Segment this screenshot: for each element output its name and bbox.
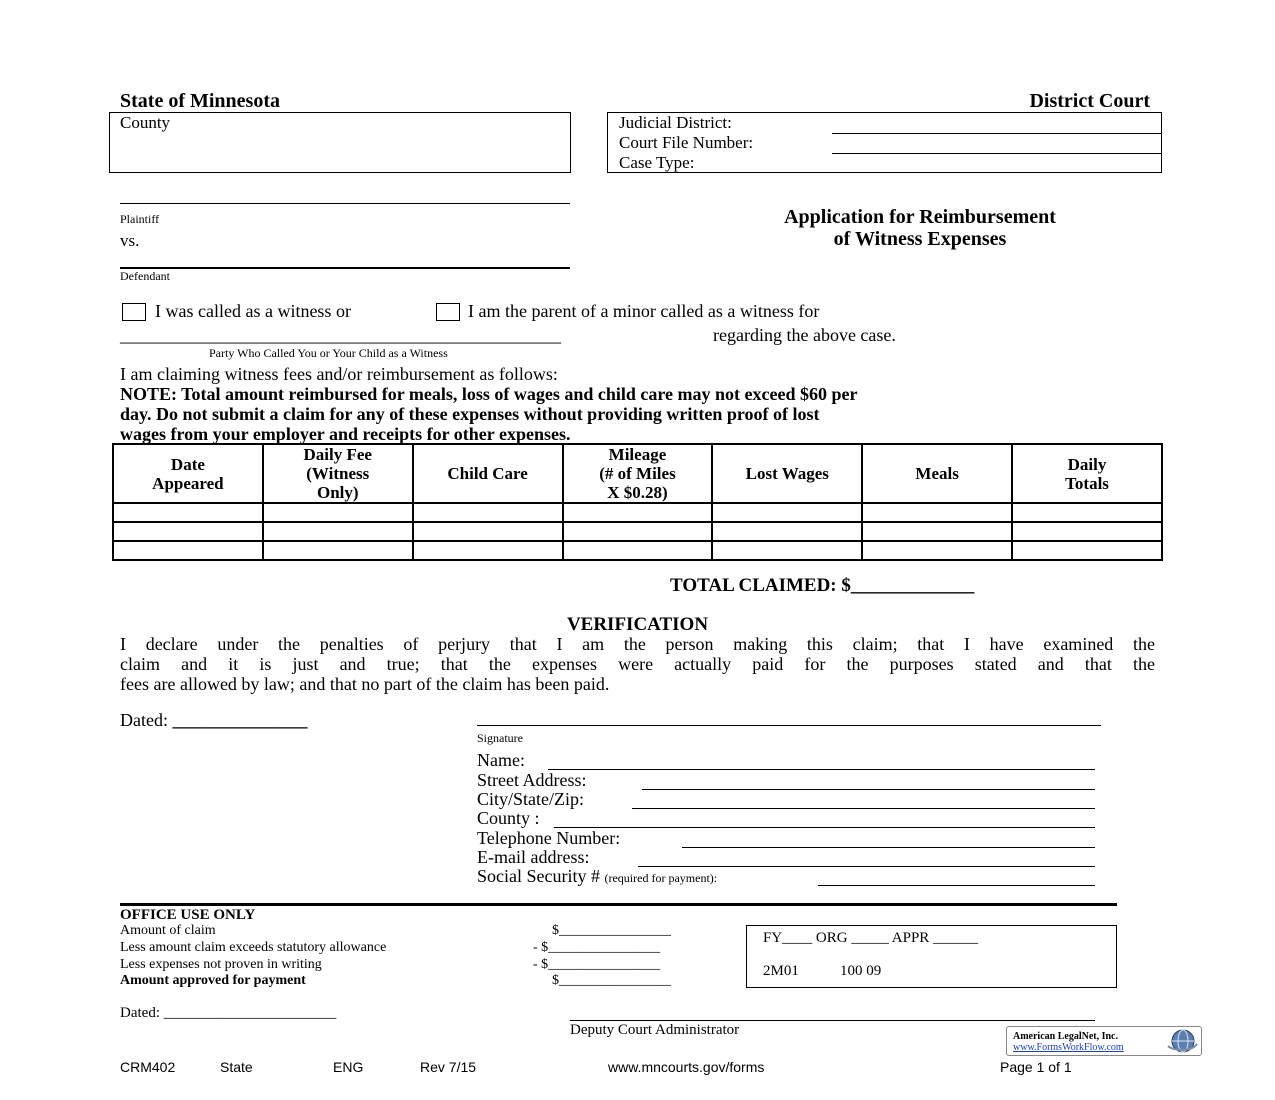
- footer-revision: Rev 7/15: [420, 1059, 477, 1075]
- table-cell[interactable]: [1012, 503, 1162, 522]
- county-contact-field[interactable]: [554, 827, 1095, 828]
- table-cell[interactable]: [712, 522, 862, 541]
- office-exceeds-field[interactable]: - $________________: [533, 940, 661, 955]
- office-exceeds-label: Less amount claim exceeds statutory allowance: [120, 940, 387, 955]
- table-cell[interactable]: [712, 541, 862, 560]
- header-child-care: Child Care: [413, 444, 563, 503]
- office-not-proven-field[interactable]: - $________________: [533, 957, 661, 972]
- form-title-line-2: of Witness Expenses: [833, 228, 1007, 250]
- footer-scope: State: [220, 1059, 253, 1075]
- table-cell[interactable]: [862, 541, 1012, 560]
- defendant-label: Defendant: [120, 269, 170, 283]
- form-title-line-1: Application for Reimbursement: [784, 206, 1056, 228]
- office-approved-label: Amount approved for payment: [120, 973, 306, 988]
- expense-table: [112, 443, 1163, 561]
- party-caption: Party Who Called You or Your Child as a Witness: [209, 346, 448, 360]
- ssn-field[interactable]: [818, 885, 1095, 886]
- verification-heading: VERIFICATION: [566, 614, 709, 635]
- verification-text: [120, 634, 1155, 694]
- footer-language: ENG: [333, 1059, 364, 1075]
- table-cell[interactable]: [263, 522, 413, 541]
- county-label: County: [120, 113, 171, 132]
- fy-org-appr-line[interactable]: FY____ ORG _____ APPR ______: [763, 930, 979, 946]
- table-cell[interactable]: [1012, 522, 1162, 541]
- table-cell[interactable]: [712, 503, 862, 522]
- footer-form-id: CRM402: [120, 1059, 176, 1075]
- signature-label: Signature: [477, 731, 523, 745]
- parent-option-label: I am the parent of a minor called as a witness for: [468, 301, 820, 321]
- header-daily-fee: Daily Fee (Witness Only): [263, 444, 413, 503]
- table-row: [113, 522, 1162, 541]
- ssn-note: (required for payment):: [604, 871, 718, 885]
- table-row: [113, 541, 1162, 560]
- table-cell[interactable]: [413, 522, 563, 541]
- dated-label: Dated:: [120, 710, 168, 730]
- deputy-signature-field[interactable]: [570, 1020, 1095, 1021]
- office-dated-field[interactable]: _______________________: [163, 1005, 337, 1021]
- office-amount-claim-field[interactable]: $________________: [552, 923, 671, 938]
- table-cell[interactable]: [413, 541, 563, 560]
- verification-dated: [120, 710, 307, 731]
- vs-label: vs.: [120, 231, 140, 250]
- table-cell[interactable]: [1012, 541, 1162, 560]
- court-file-number-label: Court File Number:: [619, 133, 754, 152]
- office-heading: OFFICE USE ONLY: [120, 907, 256, 923]
- office-dated-label: Dated:: [120, 1005, 160, 1021]
- county-contact-label: County :: [477, 808, 540, 828]
- header-mileage: Mileage (# of Miles X $0.28): [563, 444, 713, 503]
- table-header-row: [113, 444, 1162, 503]
- street-address-label: Street Address:: [477, 770, 587, 790]
- table-cell[interactable]: [263, 503, 413, 522]
- office-dated: [120, 1005, 336, 1022]
- table-cell[interactable]: [563, 522, 713, 541]
- telephone-field[interactable]: [682, 847, 1095, 848]
- account-code-1: 2M01: [763, 963, 799, 979]
- table-cell[interactable]: [263, 541, 413, 560]
- table-cell[interactable]: [862, 503, 1012, 522]
- defendant-field[interactable]: [120, 267, 570, 269]
- deputy-label: Deputy Court Administrator: [570, 1022, 740, 1038]
- court-title: District Court: [1029, 90, 1150, 112]
- verification-line-2: claim and it is just and true; that the expenses were actually paid for the purposes stated and that the: [120, 654, 1155, 674]
- table-cell[interactable]: [113, 503, 263, 522]
- header-date-appeared: Date Appeared: [113, 444, 263, 503]
- note-block: [120, 384, 857, 444]
- header-daily-totals: Daily Totals: [1012, 444, 1162, 503]
- office-not-proven-label: Less expenses not proven in writing: [120, 957, 322, 972]
- name-field[interactable]: [548, 769, 1095, 770]
- note-line-3: wages from your employer and receipts for other expenses.: [120, 424, 571, 444]
- witness-option-label: I was called as a witness or: [155, 301, 351, 321]
- email-label: E-mail address:: [477, 847, 590, 867]
- table-cell[interactable]: [413, 503, 563, 522]
- table-cell[interactable]: [862, 522, 1012, 541]
- footer-url[interactable]: www.mncourts.gov/forms: [608, 1059, 765, 1075]
- witness-checkbox[interactable]: [122, 303, 146, 321]
- county-box[interactable]: [109, 112, 571, 173]
- signature-field[interactable]: [477, 725, 1101, 726]
- table-cell[interactable]: [563, 541, 713, 560]
- judicial-district-field[interactable]: [832, 133, 1162, 134]
- plaintiff-field[interactable]: [120, 203, 570, 204]
- note-line-2: day. Do not submit a claim for any of these expenses without providing written proof of lost: [120, 404, 820, 424]
- city-state-zip-label: City/State/Zip:: [477, 789, 584, 809]
- header-meals: Meals: [862, 444, 1012, 503]
- logo-url[interactable]: www.FormsWorkFlow.com: [1013, 1042, 1124, 1053]
- header-lost-wages: Lost Wages: [712, 444, 862, 503]
- office-divider: [120, 903, 1117, 906]
- accounting-box: [746, 925, 1117, 988]
- street-address-field[interactable]: [642, 789, 1095, 790]
- case-info-box: [607, 112, 1162, 173]
- claim-intro: I am claiming witness fees and/or reimbursement as follows:: [120, 364, 558, 384]
- table-cell[interactable]: [113, 541, 263, 560]
- logo-company: American LegalNet, Inc.: [1013, 1031, 1118, 1042]
- state-title: State of Minnesota: [120, 90, 280, 112]
- regarding-text: regarding the above case.: [713, 325, 896, 345]
- total-claimed: [670, 575, 974, 597]
- dated-field[interactable]: _______________: [172, 710, 308, 730]
- footer-page: Page 1 of 1: [1000, 1059, 1072, 1075]
- name-label: Name:: [477, 750, 525, 770]
- ssn-label: Social Security # (required for payment):: [477, 866, 718, 886]
- telephone-label: Telephone Number:: [477, 828, 621, 848]
- form-title: [690, 206, 1150, 250]
- table-cell[interactable]: [563, 503, 713, 522]
- account-code-2: 100 09: [840, 963, 882, 979]
- case-type-label: Case Type:: [619, 153, 695, 172]
- table-cell[interactable]: [113, 522, 263, 541]
- judicial-district-label: Judicial District:: [619, 113, 732, 132]
- note-line-1: NOTE: Total amount reimbursed for meals, loss of wages and child care may not exceed $60 per: [120, 384, 858, 404]
- legalnet-logo[interactable]: [1006, 1026, 1202, 1056]
- court-file-number-field[interactable]: [832, 153, 1162, 154]
- globe-icon: [1165, 1028, 1199, 1054]
- office-approved-field[interactable]: $________________: [552, 973, 671, 988]
- city-state-zip-field[interactable]: [632, 808, 1095, 809]
- party-blank-line[interactable]: _________________________________________________: [120, 325, 561, 345]
- total-claimed-field[interactable]: _____________: [850, 575, 975, 596]
- office-amount-claim-label: Amount of claim: [120, 923, 216, 938]
- plaintiff-label: Plaintiff: [120, 212, 160, 226]
- verification-line-1: I declare under the penalties of perjury that I am the person making this claim; that I have examined the: [120, 634, 1155, 654]
- parent-checkbox[interactable]: [436, 303, 460, 321]
- total-claimed-label: TOTAL CLAIMED: $: [670, 575, 851, 596]
- table-row: [113, 503, 1162, 522]
- verification-line-3: fees are allowed by law; and that no part of the claim has been paid.: [120, 674, 610, 694]
